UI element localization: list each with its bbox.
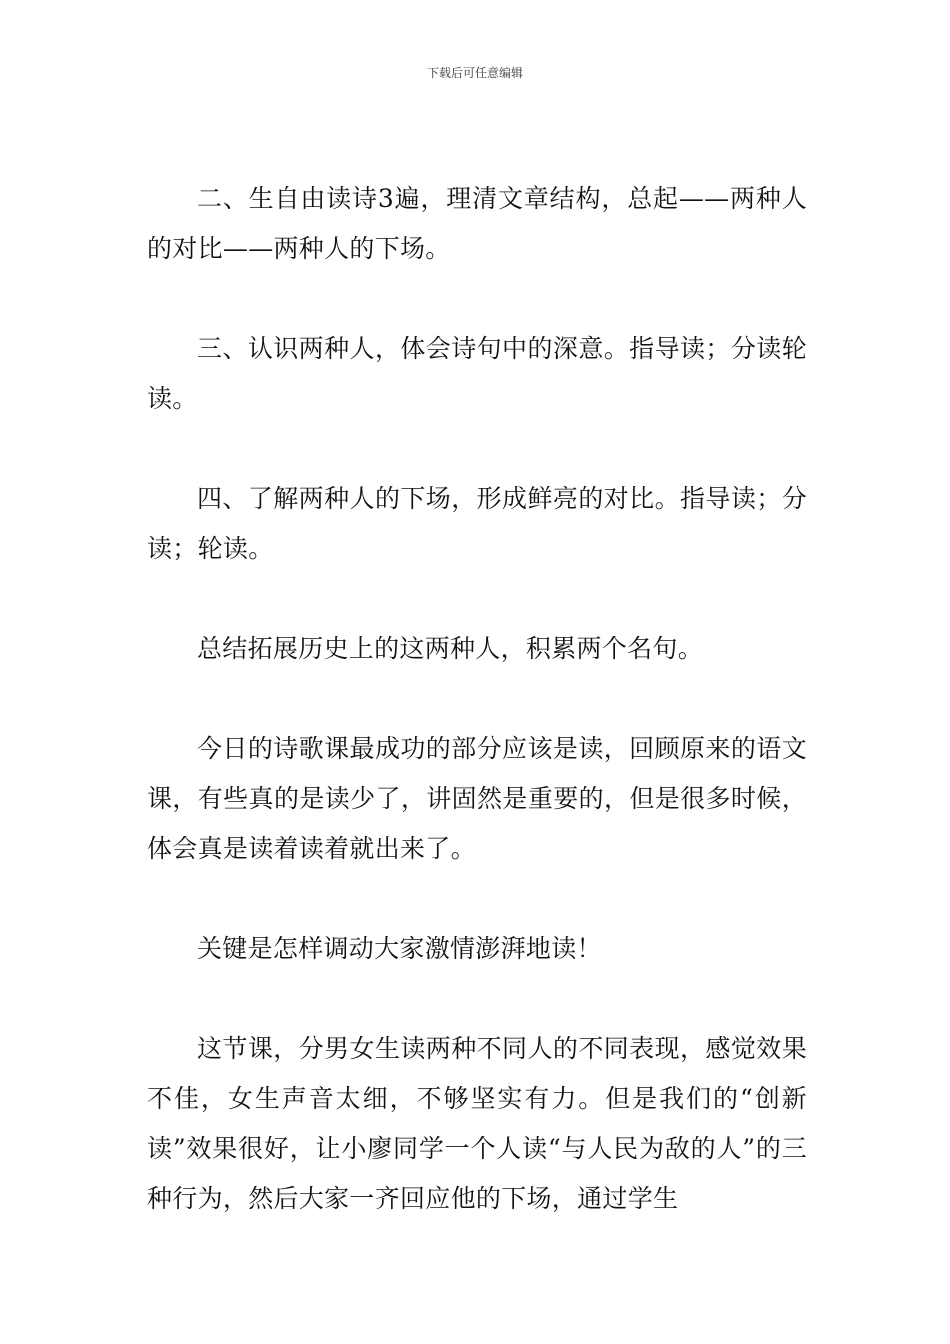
paragraph-summary: 总结拓展历史上的这两种人，积累两个名句。 [197, 634, 704, 663]
page-header: 下载后可任意编辑 [426, 66, 523, 80]
paragraph-reflection: 今日的诗歌课最成功的部分应该是读，回顾原来的语文课，有些真的是读少了，讲固然是重要的，但是很多时候，体会真是读着读着就出来了。 [147, 734, 807, 863]
paragraph-step-four: 四、了解两种人的下场，形成鲜亮的对比。指导读；分读；轮读。 [147, 484, 807, 563]
paragraph-step-three: 三、认识两种人，体会诗句中的深意。指导读；分读轮读。 [147, 334, 807, 413]
paragraph-key-point: 关键是怎样调动大家激情澎湃地读！ [197, 934, 602, 963]
paragraph-lesson-notes: 这节课，分男女生读两种不同人的不同表现，感觉效果不佳，女生声音太细，不够坚实有力。但是我们的“创新读”效果很好，让小廖同学一个人读“与人民为敌的人”的三种行为，然后大家一齐回应他的下场，通过学生 [147, 1034, 807, 1213]
paragraph-step-two: 二、生自由读诗3遍，理清文章结构，总起——两种人的对比——两种人的下场。 [147, 184, 807, 263]
